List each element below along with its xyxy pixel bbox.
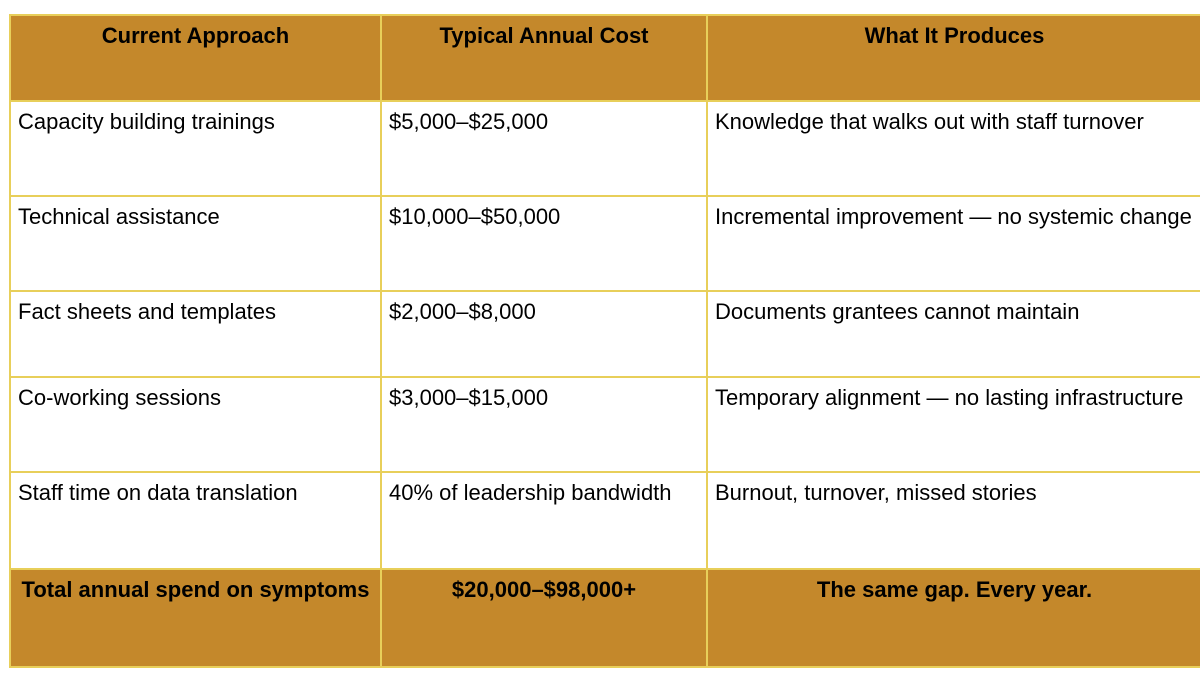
table-row (10, 101, 1200, 196)
produces-cell: Temporary alignment — no lasting infrastructure (707, 377, 1200, 472)
approach-cell: Co-working sessions (10, 377, 381, 472)
produces-cell: Incremental improvement — no systemic change (707, 196, 1200, 291)
cost-cell: $2,000–$8,000 (381, 291, 707, 377)
table-row (10, 196, 1200, 291)
cost-cell: $5,000–$25,000 (381, 101, 707, 196)
total-row (10, 569, 1200, 667)
approach-cell: Fact sheets and templates (10, 291, 381, 377)
cost-cell: $3,000–$15,000 (381, 377, 707, 472)
table-footer (10, 569, 1200, 667)
produces-cell: Burnout, turnover, missed stories (707, 472, 1200, 569)
table-row (10, 291, 1200, 377)
cost-cell: 40% of leadership bandwidth (381, 472, 707, 569)
total-cost: $20,000–$98,000+ (381, 569, 707, 667)
table-header (10, 15, 1200, 101)
table-body (10, 101, 1200, 569)
total-outcome: The same gap. Every year. (707, 569, 1200, 667)
produces-cell: Documents grantees cannot maintain (707, 291, 1200, 377)
table-row (10, 377, 1200, 472)
cost-comparison-table (9, 14, 1200, 668)
approach-cell: Capacity building trainings (10, 101, 381, 196)
header-typical-annual-cost: Typical Annual Cost (381, 15, 707, 101)
header-row (10, 15, 1200, 101)
total-label: Total annual spend on symptoms (10, 569, 381, 667)
cost-cell: $10,000–$50,000 (381, 196, 707, 291)
table-row (10, 472, 1200, 569)
approach-cell: Technical assistance (10, 196, 381, 291)
header-current-approach: Current Approach (10, 15, 381, 101)
header-what-it-produces: What It Produces (707, 15, 1200, 101)
approach-cell: Staff time on data translation (10, 472, 381, 569)
produces-cell: Knowledge that walks out with staff turnover (707, 101, 1200, 196)
